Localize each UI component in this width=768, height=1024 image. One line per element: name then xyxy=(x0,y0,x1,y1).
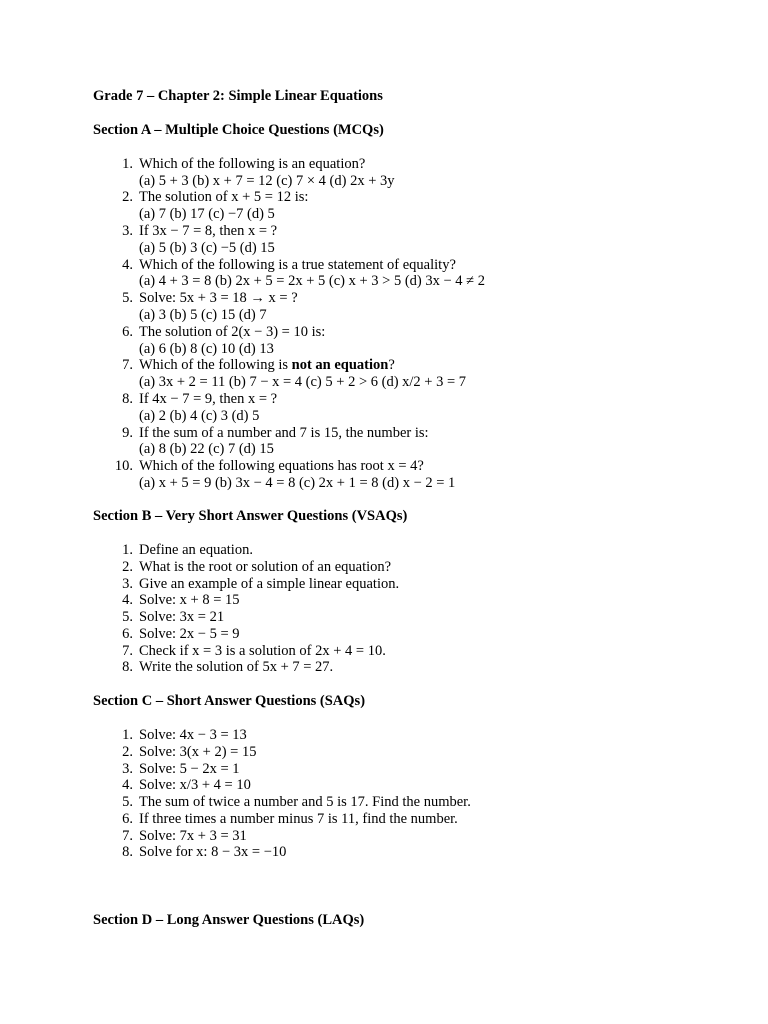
mcq-6-question: The solution of 2(x − 3) = 10 is: xyxy=(139,324,326,340)
mcq-3-question: If 3x − 7 = 8, then x = ? xyxy=(139,223,278,239)
vsaq-1-number: 1. xyxy=(122,542,133,558)
saq-7-question: Solve: 7x + 3 = 31 xyxy=(139,828,247,844)
saq-8-number: 8. xyxy=(122,844,133,860)
saq-2-question: Solve: 3(x + 2) = 15 xyxy=(139,744,257,760)
vsaq-7-question: Check if x = 3 is a solution of 2x + 4 = 10. xyxy=(139,643,386,659)
mcq-10-options: (a) x + 5 = 9 (b) 3x − 4 = 8 (c) 2x + 1 = 8 (d) x − 2 = 1 xyxy=(139,475,456,491)
mcq-2-options: (a) 7 (b) 17 (c) −7 (d) 5 xyxy=(139,206,275,222)
saq-6-question: If three times a number minus 7 is 11, find the number. xyxy=(139,811,458,827)
vsaq-2-number: 2. xyxy=(122,559,133,575)
mcq-5-options: (a) 3 (b) 5 (c) 15 (d) 7 xyxy=(139,307,267,323)
saq-3-number: 3. xyxy=(122,761,133,777)
saq-5-number: 5. xyxy=(122,794,133,810)
saq-5-question: The sum of twice a number and 5 is 17. Find the number. xyxy=(139,794,471,810)
mcq-4-question: Which of the following is a true statement of equality? xyxy=(139,257,456,273)
mcq-7-question-emphasis: not an equation xyxy=(291,357,389,373)
mcq-7-number: 7. xyxy=(122,357,133,373)
saq-4-number: 4. xyxy=(122,777,133,793)
document-title: Grade 7 – Chapter 2: Simple Linear Equations xyxy=(93,88,383,104)
mcq-3-options: (a) 5 (b) 3 (c) −5 (d) 15 xyxy=(139,240,275,256)
vsaq-4-question: Solve: x + 8 = 15 xyxy=(139,592,240,608)
vsaq-8-number: 8. xyxy=(122,659,133,675)
mcq-8-options: (a) 2 (b) 4 (c) 3 (d) 5 xyxy=(139,408,260,424)
mcq-5-number: 5. xyxy=(122,290,133,306)
mcq-1-question: Which of the following is an equation? xyxy=(139,156,366,172)
mcq-1-options: (a) 5 + 3 (b) x + 7 = 12 (c) 7 × 4 (d) 2x + 3y xyxy=(139,173,395,189)
section-d-heading: Section D – Long Answer Questions (LAQs) xyxy=(93,912,365,928)
mcq-9-options: (a) 8 (b) 22 (c) 7 (d) 15 xyxy=(139,441,274,457)
vsaq-1-question: Define an equation. xyxy=(139,542,253,558)
mcq-6-number: 6. xyxy=(122,324,133,340)
mcq-4-options: (a) 4 + 3 = 8 (b) 2x + 5 = 2x + 5 (c) x + 3 > 5 (d) 3x − 4 ≠ 2 xyxy=(139,273,486,289)
vsaq-6-question: Solve: 2x − 5 = 9 xyxy=(139,626,240,642)
vsaq-4-number: 4. xyxy=(122,592,133,608)
mcq-2-question: The solution of x + 5 = 12 is: xyxy=(139,189,309,205)
saq-1-question: Solve: 4x − 3 = 13 xyxy=(139,727,247,743)
mcq-7-question-pre: Which of the following is xyxy=(139,357,292,373)
mcq-9-question: If the sum of a number and 7 is 15, the number is: xyxy=(139,425,429,441)
vsaq-2-question: What is the root or solution of an equation? xyxy=(139,559,392,575)
mcq-6-options: (a) 6 (b) 8 (c) 10 (d) 13 xyxy=(139,341,274,357)
mcq-7-options: (a) 3x + 2 = 11 (b) 7 − x = 4 (c) 5 + 2 > 6 (d) x/2 + 3 = 7 xyxy=(139,374,467,390)
vsaq-3-number: 3. xyxy=(122,576,133,592)
vsaq-5-question: Solve: 3x = 21 xyxy=(139,609,225,625)
vsaq-3-question: Give an example of a simple linear equation. xyxy=(139,576,400,592)
section-b-heading: Section B – Very Short Answer Questions (VSAQs) xyxy=(93,508,408,524)
section-a-heading: Section A – Multiple Choice Questions (MCQs) xyxy=(93,122,384,138)
vsaq-7-number: 7. xyxy=(122,643,133,659)
vsaq-6-number: 6. xyxy=(122,626,133,642)
mcq-8-number: 8. xyxy=(122,391,133,407)
saq-8-question: Solve for x: 8 − 3x = −10 xyxy=(139,844,287,860)
mcq-5-question: Solve: 5x + 3 = 18 → x = ? xyxy=(139,290,298,306)
mcq-9-number: 9. xyxy=(122,425,133,441)
saq-1-number: 1. xyxy=(122,727,133,743)
section-c-heading: Section C – Short Answer Questions (SAQs) xyxy=(93,693,366,709)
mcq-8-question: If 4x − 7 = 9, then x = ? xyxy=(139,391,278,407)
mcq-4-number: 4. xyxy=(122,257,133,273)
saq-2-number: 2. xyxy=(122,744,133,760)
mcq-7-question xyxy=(139,357,395,374)
saq-7-number: 7. xyxy=(122,828,133,844)
mcq-1-number: 1. xyxy=(122,156,133,172)
saq-3-question: Solve: 5 − 2x = 1 xyxy=(139,761,240,777)
saq-6-number: 6. xyxy=(122,811,133,827)
mcq-7-question-post: ? xyxy=(388,357,395,373)
mcq-3-number: 3. xyxy=(122,223,133,239)
mcq-10-question: Which of the following equations has root x = 4? xyxy=(139,458,424,474)
vsaq-8-question: Write the solution of 5x + 7 = 27. xyxy=(139,659,334,675)
vsaq-5-number: 5. xyxy=(122,609,133,625)
mcq-10-number: 10. xyxy=(114,458,133,474)
saq-4-question: Solve: x/3 + 4 = 10 xyxy=(139,777,251,793)
mcq-2-number: 2. xyxy=(122,189,133,205)
